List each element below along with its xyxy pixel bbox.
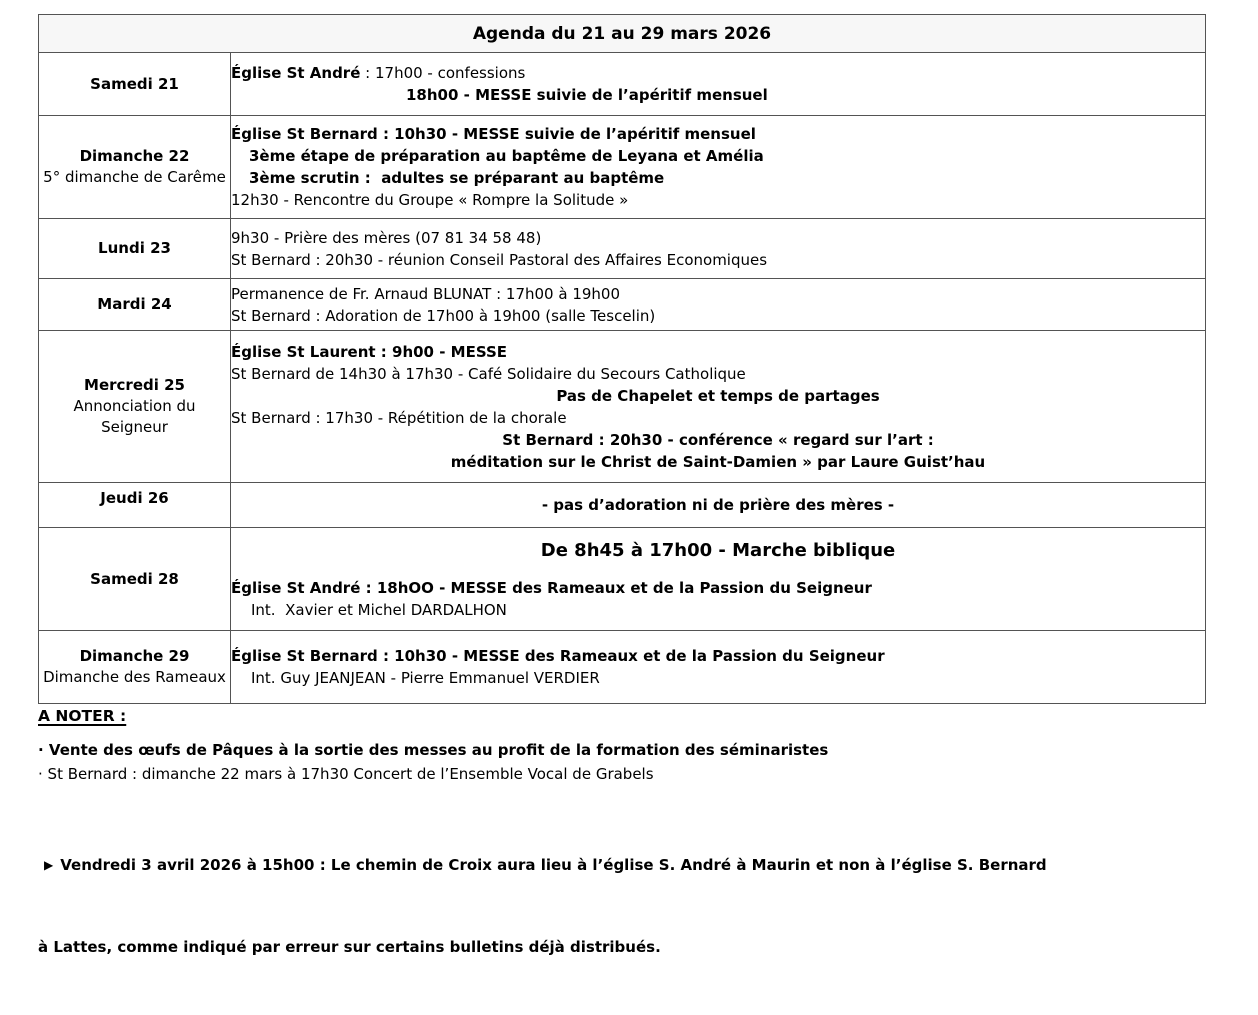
content-cell xyxy=(231,483,1206,528)
event-line: De 8h45 à 17h00 - Marche biblique xyxy=(540,539,896,561)
day-cell-dimanche-22 xyxy=(39,116,231,219)
content-cell xyxy=(231,279,1206,331)
table-row xyxy=(39,279,1206,331)
day-label: Lundi 23 xyxy=(98,239,171,257)
event-line: Église St Laurent : 9h00 - MESSE xyxy=(231,342,508,361)
event-line: St Bernard : 17h30 - Répétition de la chorale xyxy=(231,408,567,427)
content-cell xyxy=(231,331,1206,483)
content-cell xyxy=(231,219,1206,279)
event-line: Église St Bernard : 10h30 - MESSE des Rameaux et de la Passion du Seigneur xyxy=(231,647,885,665)
day-sublabel: Dimanche des Rameaux xyxy=(43,668,226,686)
day-cell-mardi-24 xyxy=(39,279,231,331)
event-line: St Bernard de 14h30 à 17h30 - Café Solidaire du Secours Catholique xyxy=(231,364,746,383)
event-place: Église St André xyxy=(231,64,361,82)
table-row xyxy=(39,331,1206,483)
day-label: Samedi 21 xyxy=(90,74,179,93)
dot-bullet-icon: · xyxy=(38,741,44,759)
event-line: 3ème scrutin : adultes se préparant au baptême xyxy=(249,169,665,187)
day-sublabel: Annonciation du Seigneur xyxy=(73,397,196,436)
event-line: 9h30 - Prière des mères (07 81 34 58 48) xyxy=(231,228,542,247)
day-cell-dimanche-29 xyxy=(39,631,231,704)
dot-bullet-icon: · xyxy=(38,765,43,783)
content-cell xyxy=(231,53,1206,116)
event-line: Pas de Chapelet et temps de partages xyxy=(556,386,880,405)
day-cell-samedi-28 xyxy=(39,528,231,631)
event-line: St Bernard : Adoration de 17h00 à 19h00 (salle Tescelin) xyxy=(231,306,656,325)
content-cell xyxy=(231,116,1206,219)
day-cell-samedi-21 xyxy=(39,53,231,116)
event-line: méditation sur le Christ de Saint-Damien » par Laure Guist’hau xyxy=(450,452,986,471)
event-line: - pas d’adoration ni de prière des mères - xyxy=(541,496,895,514)
content-cell xyxy=(231,631,1206,704)
arrow-bullet-icon: ▶ xyxy=(44,858,54,872)
day-cell-jeudi-26 xyxy=(39,483,231,528)
event-line: St Bernard : 20h30 - conférence « regard sur l’art : xyxy=(502,430,934,449)
day-label: Mercredi 25 xyxy=(84,376,185,394)
day-label: Dimanche 22 xyxy=(79,147,190,165)
day-label: Dimanche 29 xyxy=(79,647,190,665)
table-row xyxy=(39,528,1206,631)
note-item xyxy=(38,763,1174,786)
agenda-title: Agenda du 21 au 29 mars 2026 xyxy=(39,15,1206,53)
event-line: Int. Xavier et Michel DARDALHON xyxy=(251,600,507,619)
day-label: Jeudi 26 xyxy=(100,489,169,507)
event-line: 12h30 - Rencontre du Groupe « Rompre la Solitude » xyxy=(231,191,629,209)
day-label: Samedi 28 xyxy=(90,569,179,588)
table-row xyxy=(39,483,1206,528)
agenda-table xyxy=(38,14,1206,704)
note-line: à Lattes, comme indiqué par erreur sur certains bulletins déjà distribués. xyxy=(38,938,661,956)
event-line: Permanence de Fr. Arnaud BLUNAT : 17h00 à 19h00 xyxy=(231,284,621,303)
notes-section xyxy=(38,706,1174,1015)
event-line: Int. Guy JEANJEAN - Pierre Emmanuel VERDIER xyxy=(251,669,600,687)
event-line: St Bernard : 20h30 - réunion Conseil Pastoral des Affaires Economiques xyxy=(231,250,768,269)
day-label: Mardi 24 xyxy=(97,295,172,313)
event-line: Église St Bernard : 10h30 - MESSE suivie de l’apéritif mensuel xyxy=(231,125,756,143)
event-line: Église St André : 18hOO - MESSE des Rameaux et de la Passion du Seigneur xyxy=(231,578,872,597)
table-row xyxy=(39,631,1206,704)
event-line xyxy=(231,62,1205,84)
day-cell-lundi-23 xyxy=(39,219,231,279)
event-line: 3ème étape de préparation au baptême de Leyana et Amélia xyxy=(249,147,764,165)
notes-heading: A NOTER : xyxy=(38,707,127,725)
day-sublabel: 5° dimanche de Carême xyxy=(43,168,226,186)
content-cell xyxy=(231,528,1206,631)
note-text: St Bernard : dimanche 22 mars à 17h30 Concert de l’Ensemble Vocal de Grabels xyxy=(42,765,654,783)
note-text: Vendredi 3 avril 2026 à 15h00 : Le chemin de Croix aura lieu à l’église S. André à Maurin et non à l’église S. Bernard xyxy=(60,856,1047,874)
note-line xyxy=(38,852,1174,880)
note-item xyxy=(38,739,1174,762)
event-line: 18h00 - MESSE suivie de l’apéritif mensuel xyxy=(406,86,768,104)
note-text: Vente des œufs de Pâques à la sortie des messes au profit de la formation des séminaristes xyxy=(43,741,829,759)
table-row xyxy=(39,116,1206,219)
table-row xyxy=(39,219,1206,279)
table-row xyxy=(39,53,1206,116)
day-cell-mercredi-25 xyxy=(39,331,231,483)
note-item xyxy=(38,798,1174,1015)
event-detail: : 17h00 - confessions xyxy=(360,64,526,82)
